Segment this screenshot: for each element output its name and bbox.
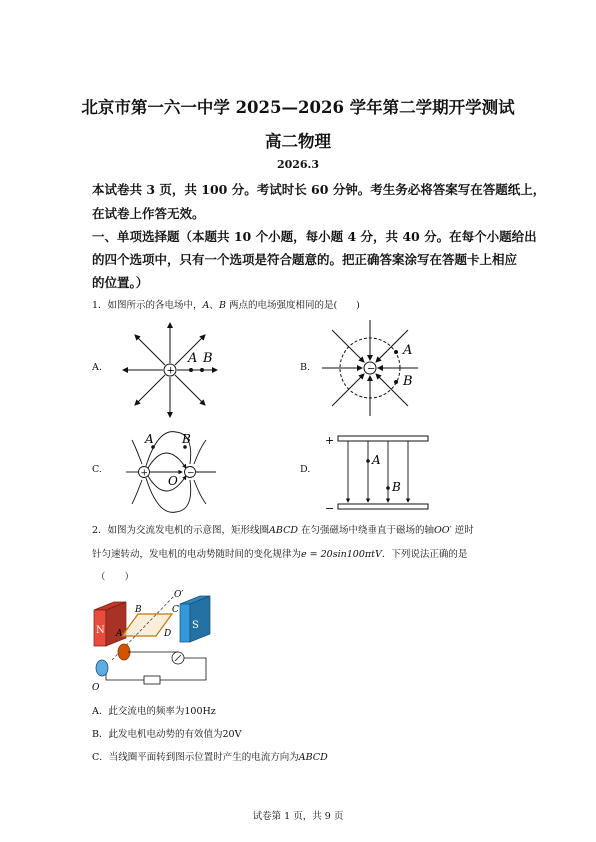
axis-label-o: O bbox=[92, 683, 100, 692]
q1-option-b-label: B. bbox=[300, 362, 311, 373]
q1-option-d-label: D. bbox=[300, 464, 311, 475]
q1-fig-a-label-a: A bbox=[188, 351, 198, 366]
q1-stem: 1．如图所示的各电场中，A、B 两点的电场强度相同的是( ) bbox=[92, 300, 360, 311]
q1-fig-d-label-a: A bbox=[372, 453, 381, 467]
q1-fig-c-plus: + bbox=[140, 468, 149, 479]
q2-option-b: B．此发电机电动势的有效值为20V bbox=[92, 729, 242, 740]
q1-fig-b-minus: − bbox=[367, 363, 376, 375]
q1-fig-b-label-b: B bbox=[403, 374, 413, 389]
notice-line-1: 本试卷共 3 页，共 100 分。考试时长 60 分钟。考生务必将答案写在答题纸上， bbox=[92, 182, 546, 197]
axis-label-o-prime: O′ bbox=[174, 590, 184, 600]
q1-figure-d bbox=[322, 430, 432, 516]
q1-figure-b bbox=[320, 318, 420, 418]
q2-generator-figure bbox=[88, 588, 218, 692]
q1-figure-c bbox=[118, 428, 222, 518]
q1-fig-d-minus: − bbox=[325, 502, 335, 515]
coil-label-d: D bbox=[164, 629, 172, 639]
q1-fig-c-minus: − bbox=[187, 468, 195, 479]
q1-fig-c-label-b: B bbox=[182, 432, 191, 446]
page-footer: 试卷第 1 页，共 9 页 bbox=[252, 811, 344, 822]
q1-fig-a-plus: + bbox=[166, 365, 175, 377]
coil-label-a: A bbox=[116, 629, 123, 639]
section1-line-2: 的四个选项中，只有一个选项是符合题意的。把正确答案涂写在答题卡上相应 bbox=[92, 252, 518, 267]
q1-fig-b-label-a: A bbox=[403, 343, 413, 358]
q2-option-a: A．此交流电的频率为100Hz bbox=[92, 706, 216, 717]
q1-figure-a bbox=[120, 320, 220, 420]
q1-fig-d-label-b: B bbox=[392, 480, 401, 494]
q2-stem-line-1: 2．如图为交流发电机的示意图，矩形线圈ABCD 在匀强磁场中绕垂直于磁场的轴OO′ 逆时 bbox=[92, 525, 474, 536]
magnet-s-label: S bbox=[192, 620, 199, 631]
section1-line-1: 一、单项选择题（本题共 10 个小题，每小题 4 分，共 40 分。在每个小题给出 bbox=[92, 229, 537, 244]
exam-date: 2026.3 bbox=[276, 158, 320, 171]
magnet-n-label: N bbox=[96, 625, 105, 636]
exam-subject: 高二物理 bbox=[265, 132, 331, 151]
coil-label-c: C bbox=[172, 605, 179, 615]
q1-option-a-label: A. bbox=[92, 362, 102, 373]
q1-option-c-label: C. bbox=[92, 464, 102, 475]
q1-fig-d-plus: + bbox=[325, 434, 335, 447]
q1-fig-c-label-a: A bbox=[145, 432, 154, 446]
exam-title: 北京市第一六一中学 2025—2026 学年第二学期开学测试 bbox=[81, 98, 515, 117]
q1-fig-a-label-b: B bbox=[203, 351, 213, 366]
q1-fig-c-label-o: O bbox=[168, 474, 178, 488]
q2-stem-line-3: （ ） bbox=[96, 572, 135, 583]
coil-label-b: B bbox=[135, 605, 142, 615]
q2-option-c: C．当线圈平面转到图示位置时产生的电流方向为ABCD bbox=[92, 752, 328, 763]
section1-line-3: 的位置。） bbox=[92, 275, 149, 290]
notice-line-2: 在试卷上作答无效。 bbox=[92, 206, 205, 221]
q2-stem-line-2: 针匀速转动，发电机的电动势随时间的变化规律为e = 20sin100πtV．下列说法正确的是 bbox=[92, 549, 468, 560]
